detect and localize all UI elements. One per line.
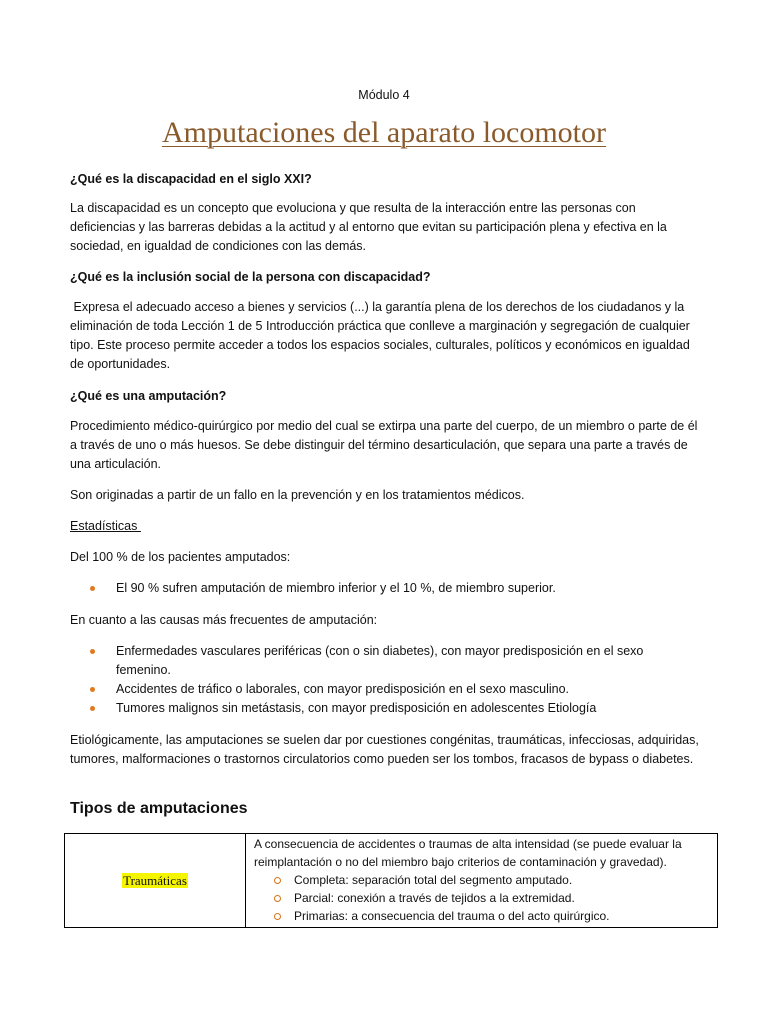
list-item: El 90 % sufren amputación de miembro inferior y el 10 %, de miembro superior. bbox=[70, 579, 700, 598]
paragraph-amputacion: Procedimiento médico-quirúrgico por medio del cual se extirpa una parte del cuerpo, de un miembro o parte de él a través de uno o más huesos. Se debe distinguir del término desarticulación, que separa una parte a través de una articulación. bbox=[70, 419, 698, 471]
paragraph-origen: Son originadas a partir de un fallo en la prevención y en los tratamientos médicos. bbox=[70, 488, 525, 502]
table-cell-description bbox=[246, 834, 718, 928]
table-row bbox=[65, 834, 718, 928]
subtypes-list bbox=[254, 871, 713, 925]
row-description: A consecuencia de accidentes o traumas de alta intensidad (se puede evaluar la reimplantación o no del miembro bajo criterios de contaminación y gravedad). bbox=[254, 837, 682, 869]
paragraph-causas: En cuanto a las causas más frecuentes de amputación: bbox=[70, 613, 378, 627]
stats-list-wrap bbox=[70, 579, 700, 598]
types-table bbox=[64, 833, 718, 928]
stats-list bbox=[70, 579, 700, 598]
list-item: Tumores malignos sin metástasis, con mayor predisposición en adolescentes Etiología bbox=[70, 699, 700, 718]
page-title: Amputaciones del aparato locomotor bbox=[161, 116, 607, 149]
list-item: Completa: separación total del segmento amputado. bbox=[254, 871, 713, 889]
causes-list-wrap bbox=[70, 642, 700, 718]
paragraph-pacientes: Del 100 % de los pacientes amputados: bbox=[70, 550, 291, 564]
module-label: Módulo 4 bbox=[358, 88, 410, 102]
paragraph-etiologia: Etiológicamente, las amputaciones se suelen dar por cuestiones congénitas, traumáticas, infecciosas, adquiridas, tumores, malformaciones o trastornos circulatorios como pueden ser los tombos, fracasos de bypass o diabetes. bbox=[70, 733, 699, 766]
types-heading: Tipos de amputaciones bbox=[70, 800, 248, 817]
list-item: Enfermedades vasculares periféricas (con o sin diabetes), con mayor predisposición en el sexo femenino. bbox=[70, 642, 700, 680]
stats-heading: Estadísticas bbox=[70, 519, 141, 533]
question-discapacidad: ¿Qué es la discapacidad en el siglo XXI? bbox=[70, 172, 312, 186]
list-item: Parcial: conexión a través de tejidos a la extremidad. bbox=[254, 889, 713, 907]
table-cell-category bbox=[65, 834, 246, 928]
causes-list bbox=[70, 642, 700, 718]
paragraph-inclusion: Expresa el adecuado acceso a bienes y servicios (...) la garantía plena de los derechos de los ciudadanos y la eliminación de toda Lección 1 de 5 Introducción práctica que conlleve a marginación y segregación de cualquier tipo. Este proceso permite acceder a todos los espacios sociales, culturales, políticos y económicos en igualdad de oportunidades. bbox=[70, 300, 694, 371]
question-amputacion: ¿Qué es una amputación? bbox=[70, 389, 227, 403]
paragraph-discapacidad: La discapacidad es un concepto que evoluciona y que resulta de la interacción entre las personas con deficiencias y las barreras debidas a la actitud y al entorno que evitan su participación plena y efectiva en la sociedad, en igualdad de condiciones con las demás. bbox=[70, 201, 667, 253]
list-item: Accidentes de tráfico o laborales, con mayor predisposición en el sexo masculino. bbox=[70, 680, 700, 699]
stats-heading-wrap bbox=[70, 517, 700, 536]
question-inclusion: ¿Qué es la inclusión social de la persona con discapacidad? bbox=[70, 270, 431, 284]
list-item: Primarias: a consecuencia del trauma o del acto quirúrgico. bbox=[254, 907, 713, 925]
category-label: Traumáticas bbox=[123, 872, 187, 888]
